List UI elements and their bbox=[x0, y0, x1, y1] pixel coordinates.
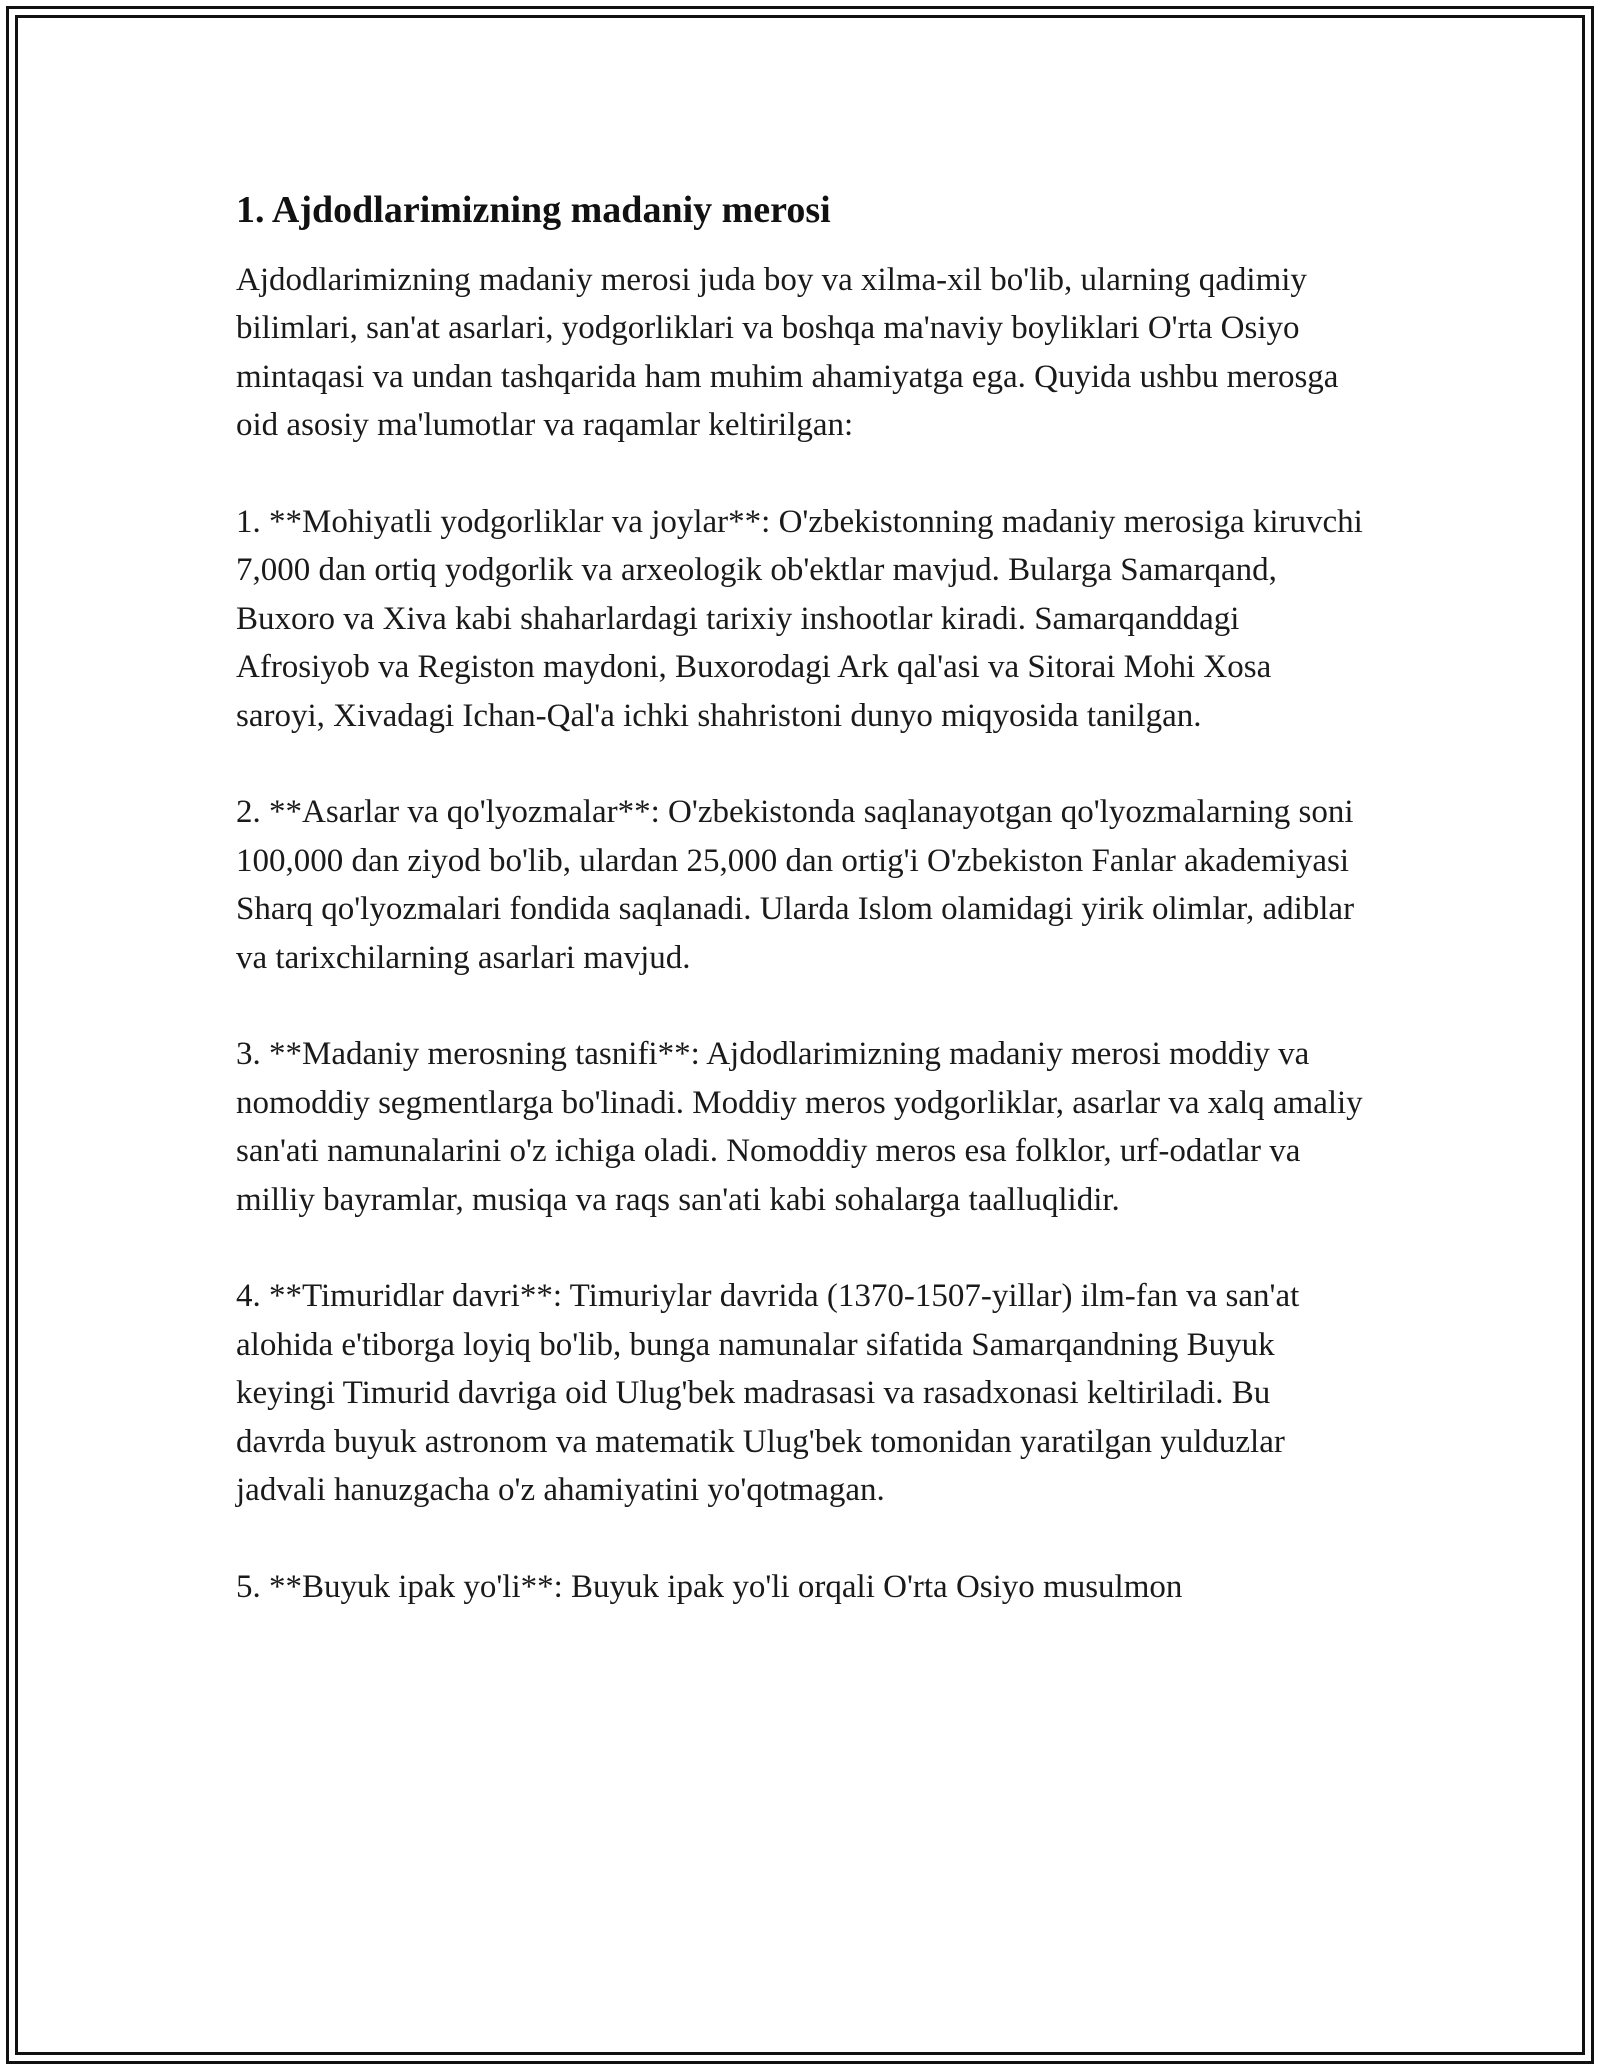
document-title: 1. Ajdodlarimizning madaniy merosi bbox=[236, 189, 831, 231]
document-body bbox=[236, 186, 1366, 1660]
paragraph-monuments: 1. **Mohiyatli yodgorliklar va joylar**: O'zbekistonning madaniy merosiga kiruvchi 7,000 dan ortiq yodgorlik va arxeologik ob'ektlar mavjud. Bularga Samarqand, Buxoro va Xiva kabi shaharlardagi tarixiy inshootlar kiradi. Samarqanddagi Afrosiyob va Registon maydoni, Buxorodagi Ark qal'asi va Sitorai Mohi Xosa saroyi, Xivadagi Ichan-Qal'a ichki shahristoni dunyo miqyosida tanilgan. bbox=[236, 504, 1363, 734]
paragraph-manuscripts: 2. **Asarlar va qo'lyozmalar**: O'zbekistonda saqlanayotgan qo'lyozmalarning soni 100,000 dan ziyod bo'lib, ulardan 25,000 dan ortig'i O'zbekiston Fanlar akademiyasi Sharq qo'lyozmalari fondida saqlanadi. Ularda Islom olamidagi yirik olimlar, adiblar va tarixchilarning asarlari mavjud. bbox=[236, 794, 1355, 976]
paragraph-classification: 3. **Madaniy merosning tasnifi**: Ajdodlarimizning madaniy merosi moddiy va nomoddiy segmentlarga bo'linadi. Moddiy meros yodgorliklar, asarlar va xalq amaliy san'ati namunalarini o'z ichiga oladi. Nomoddiy meros esa folklor, urf-odatlar va milliy bayramlar, musiqa va raqs san'ati kabi sohalarga taalluqlidir. bbox=[236, 1036, 1363, 1218]
intro-paragraph: Ajdodlarimizning madaniy merosi juda boy va xilma-xil bo'lib, ularning qadimiy bilimlari, san'at asarlari, yodgorliklari va boshqa ma'naviy boyliklari O'rta Osiyo mintaqasi va undan tashqarida ham muhim ahamiyatga ega. Quyida ushbu merosga oid asosiy ma'lumotlar va raqamlar keltirilgan: bbox=[236, 262, 1339, 444]
paragraph-timurid-era: 4. **Timuridlar davri**: Timuriylar davrida (1370-1507-yillar) ilm-fan va san'at alohida e'tiborga loyiq bo'lib, bunga namunalar sifatida Samarqandning Buyuk keyingi Timurid davriga oid Ulug'bek madrasasi va rasadxonasi keltiriladi. Bu davrda buyuk astronom va matematik Ulug'bek tomonidan yaratilgan yulduzlar jadvali hanuzgacha o'z ahamiyatini yo'qotmagan. bbox=[236, 1278, 1300, 1509]
paragraph-silk-road: 5. **Buyuk ipak yo'li**: Buyuk ipak yo'li orqali O'rta Osiyo musulmon bbox=[236, 1568, 1183, 1605]
